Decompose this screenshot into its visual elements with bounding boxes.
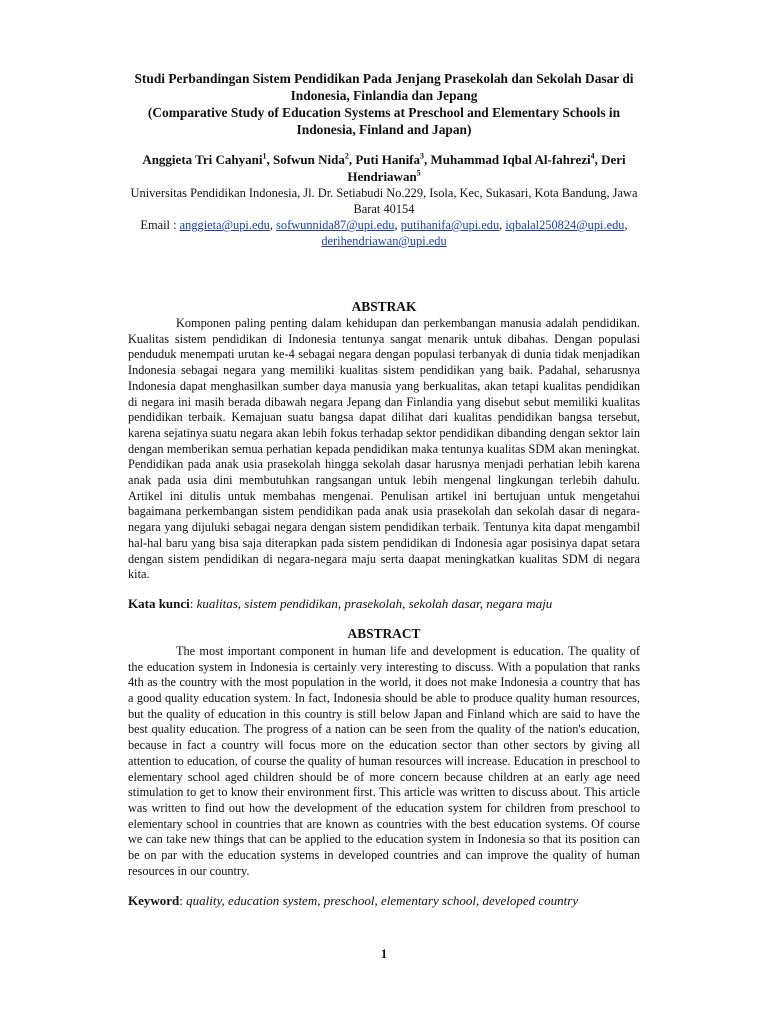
author-name: Muhammad Iqbal Al-fahrezi — [430, 152, 591, 167]
abstract-heading: ABSTRACT — [347, 625, 421, 641]
abstract-paragraph: The most important component in human life and development is education. The quality of the education system in Indonesia is certainly very interesting to discuss. With a population that ranks 4th as the country with the most population in the world, it does not make Indonesia a country that has a good quality education system. In fact, Indonesia should be able to produce quality human resources, but the quality of education in this country is still below Japan and Finland which are said to have the best quality education. The progress of a nation can be seen from the quality of the nation's education, because in fact a country will focus more on the education sector than other sectors by giving all attention to education, of course the quality of human resources will increase. Education in preschool to elementary school aged children should be of more concern because children at an early age need stimulation to get to know their environment first. This article was written to discuss about. This article was written to find out how the development of the education system for children from preschool to elementary school in countries that are known as countries with the best education systems. Of course we can take new things that can be applied to the education system in Indonesia so that its position can be on par with the education systems in developed countries and can improve the quality of human resources in our country. — [128, 643, 640, 878]
email-link[interactable]: derihendriawan@upi.edu — [321, 234, 447, 248]
kata-kunci-label: Kata kunci — [128, 595, 190, 611]
keyword-line: Keyword: quality, education system, preschool, elementary school, developed country — [128, 892, 579, 908]
author-name: Deri Hendriawan — [347, 152, 626, 184]
abstrak-paragraph: Komponen paling penting dalam kehidupan dan perkembangan manusia adalah pendidikan. Kualitas sistem pendidikan di Indonesia tentunya sangat menarik untuk dibahas. Dengan populasi penduduk menempati urutan ke-4 sebagai negara dengan populasi terbanyak di dunia tidak menjadikan Indonesia sebagai negara yang memiliki kualitas sistem pendidikan yang baik. Padahal, seharusnya Indonesia dapat menghasilkan sumber daya manusia yang berkualitas, akan tetapi kualitas pendidikan di negara ini masih berada dibawah negara Jepang dan Finlandia yang disebut sebut memiliki kualitas pendidikan terbaik. Kemajuan suatu bangsa dapat dilihat dari kualitas pendidikan bangsa tersebut, karena sejatinya suatu negara akan lebih fokus terhadap sektor pendidikan dibanding dengan sektor lain dengan memberikan semua perhatian kepada pendidikan maka tentunya kualitas SDM akan meningkat. Pendidikan pada anak usia prasekolah hingga sekolah dasar harusnya menjadi perhatian lebih karena anak pada usia dini membutuhkan rangsangan untuk lebih mengenal lingkungan terlebih dahulu. Artikel ini ditulis untuk membahas mengenai. Penulisan artikel ini bertujuan untuk mengetahui bagaimana perkembangan sistem pendidikan pada anak usia prasekolah dan sekolah dasar di negara-negara yang dijuluki sebagai negara dengan sistem pendidikan terbaik. Tentunya kita dapat mengambil hal-hal baru yang bisa saja diterapkan pada sistem pendidikan di Indonesia agar posisinya dapat setara dengan sistem pendidikan di negara-negara maju serta daapat meningkatkan kualitas SDM di negara kita. — [128, 316, 640, 582]
kata-kunci-values: kualitas, sistem pendidikan, prasekolah, sekolah dasar, negara maju — [196, 595, 553, 611]
author-separator: , — [266, 152, 273, 167]
email-link[interactable]: anggieta@upi.edu — [179, 218, 270, 232]
author-affiliation-mark: 2 — [344, 151, 349, 161]
kata-kunci-line: Kata kunci: kualitas, sistem pendidikan, prasekolah, sekolah dasar, negara maju — [128, 595, 553, 611]
email-label: Email : — [140, 218, 180, 232]
abstrak-heading: ABSTRAK — [351, 299, 417, 314]
email-line: Email : anggieta@upi.edu, sofwunnida87@upi.edu, putihanifa@upi.edu, iqbalal250824@upi.edu, derihendriawan@upi.edu — [140, 218, 628, 248]
author-affiliation-mark: 3 — [420, 151, 425, 161]
email-link[interactable]: sofwunnida87@upi.edu — [276, 218, 395, 232]
author-affiliation-mark: 5 — [416, 168, 421, 178]
author-name: Puti Hanifa — [355, 152, 421, 167]
email-link[interactable]: putihanifa@upi.edu — [400, 218, 500, 232]
author-name: Sofwun Nida — [272, 152, 345, 167]
author-affiliation-mark: 1 — [262, 151, 267, 161]
email-link[interactable]: iqbalal250824@upi.edu — [505, 218, 625, 232]
author-affiliation: Universitas Pendidikan Indonesia, Jl. Dr. Setiabudi No.229, Isola, Kec, Sukasari, Kota Bandung, Jawa Barat 40154 — [130, 186, 638, 216]
paper-title-indonesian: Studi Perbandingan Sistem Pendidikan Pada Jenjang Prasekolah dan Sekolah Dasar di Indonesia, Finlandia dan Jepang — [134, 71, 634, 103]
paper-title-english: (Comparative Study of Education Systems at Preschool and Elementary Schools in Indonesia, Finland and Japan) — [147, 105, 621, 137]
keyword-values: quality, education system, preschool, elementary school, developed country — [186, 892, 579, 908]
paper-page — [128, 70, 640, 909]
author-separator: , — [348, 152, 356, 167]
author-separator: , — [424, 152, 431, 167]
page-number: 1 — [380, 947, 388, 961]
author-list — [128, 151, 640, 185]
author-affiliation-mark: 4 — [590, 151, 595, 161]
author-name: Anggieta Tri Cahyani — [142, 152, 263, 167]
author-separator: , — [594, 152, 602, 167]
keyword-label: Keyword — [128, 892, 180, 908]
